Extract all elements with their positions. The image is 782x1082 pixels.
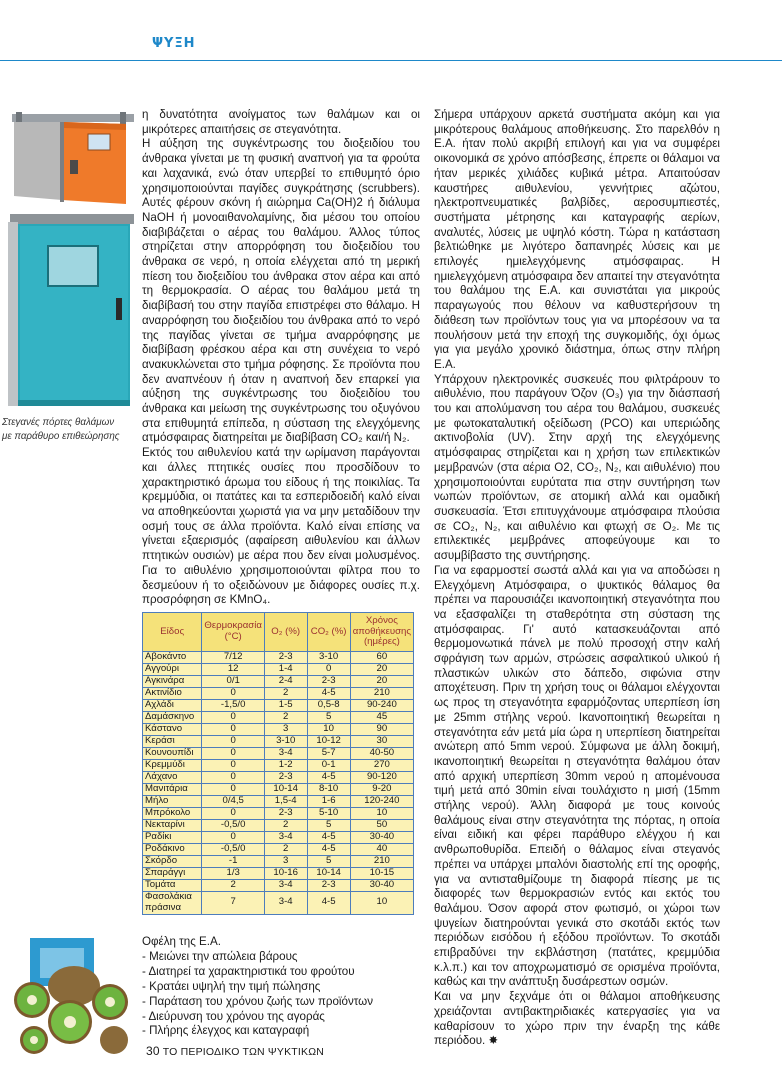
table-cell: 30-40 bbox=[350, 880, 413, 892]
table-cell: 0,5-8 bbox=[307, 700, 350, 712]
table-row bbox=[143, 664, 414, 676]
table-cell: 1-6 bbox=[307, 796, 350, 808]
table-cell: Σκόρδο bbox=[143, 856, 202, 868]
paragraph: Η αύξηση της συγκέντρωσης του διοξειδίου του άνθρακα γίνεται με τη φυσική αναπνοή για τα φρούτα και λαχανικά, ενώ όταν υπερβεί το επιθυμητό όριο χρησιμοποιούνται παγίδες συγκράτησης (scrubbers). Αυτές φέρουν σκόνη ή αιώρημα Ca(OH)2 ή διάλυμα NaOH ή μονοαιθανολαμίνης, δια μέσου του οποίου διαβιβάζεται ο αέρας του θαλάμου. Άλλος τύπος στηρίζεται στην απορρόφηση του διοξειδίου του άνθρακα σε νερό, η οποία ελέγχεται από τη μερική πίεση του διοξειδίου του άνθρακα στον αέρα και από τη θερμοκρασία. Ο αέρας του θαλάμου μετά τη διαβίβασή του στην παγίδα επιστρέφει στο θάλαμο. Η αναρρόφηση του διοξειδίου του άνθρακα από το νερό της παγίδας γίνεται σε τμήμα αναρρόφησης με διαβίβαση φρέσκου αέρα και στη συνέχεια το νερό ανακυκλώνεται στο τμήμα ρόφησης. Σε προϊόντα που δεν αναπνέουν ή όταν η αναπνοή δεν επαρκεί για αύξηση της συγκέντρωσης του διοξειδίου του άνθρακα και μείωση της συγκέντρωσης του οξυγόνου στα επιθυμητά επίπεδα, η σύσταση της ελεγχόμενης ατμόσφαιρας διατηρείται με διαβίβαση CO₂ και/ή N₂. bbox=[142, 137, 420, 445]
table-cell: 10-14 bbox=[264, 784, 307, 796]
table-cell: Αχλάδι bbox=[143, 700, 202, 712]
table-cell: 1/3 bbox=[202, 868, 264, 880]
table-cell: 2 bbox=[202, 880, 264, 892]
table-cell: 4-5 bbox=[307, 772, 350, 784]
table-cell: 5 bbox=[307, 856, 350, 868]
table-cell: Κρεμμύδι bbox=[143, 760, 202, 772]
table-row bbox=[143, 712, 414, 724]
table-cell: 210 bbox=[350, 856, 413, 868]
table-row bbox=[143, 832, 414, 844]
paragraph: Και να μην ξεχνάμε ότι οι θάλαμοι αποθήκευσης χρειάζονται αντιβακτηριδιακές κατεργασίες για να καθαρίσουν το χώρο πριν την έναρξη της κάθε περιόδου. ✸ bbox=[434, 990, 720, 1048]
table-cell: Αγγούρι bbox=[143, 664, 202, 676]
table-cell: 3 bbox=[264, 724, 307, 736]
table-row bbox=[143, 856, 414, 868]
table-cell: 5 bbox=[307, 712, 350, 724]
table-row bbox=[143, 892, 414, 915]
teal-door-photo bbox=[6, 208, 136, 408]
table-cell: 1-4 bbox=[264, 664, 307, 676]
table-cell: Λάχανο bbox=[143, 772, 202, 784]
table-cell: 0-1 bbox=[307, 760, 350, 772]
benefits-box bbox=[142, 935, 420, 1039]
table-cell: 12 bbox=[202, 664, 264, 676]
table-cell: 4-5 bbox=[307, 832, 350, 844]
table-row bbox=[143, 748, 414, 760]
paragraph: Σήμερα υπάρχουν αρκετά συστήματα ακόμη και για μικρότερους θαλάμους αποθήκευσης. Στο παρελθόν η Ε.Α. ήταν πολύ ακριβή επιλογή και για να συμφέρει οικονομικά σε χρόνο απόσβεσης, έπρεπε οι θάλαμοι να ήταν μερικές χιλιάδες κυβικά μέτρα. Απαιτούσαν καυστήρες αιθυλενίου, γεννήτριες αζώτου, ηλεκτροπνευματικές βαλβίδες, αεροσυμπιεστές, συστήματα μέτρησης και καταγραφής αερίων, αναλυτές, λύσεις με υψηλό κόστη. Τώρα η κατάσταση βελτιώθηκε με λιγότερο δαπανηρές λύσεις και με επιλογές ημιελεγχόμενης ατμόσφαιρας. Η ημιελεγχόμενη ατμόσφαιρα δεν απαιτεί την στεγανότητα του θαλάμου της Ε.Α. και συνιστάται για μικρούς παραγωγούς που θέλουν να καθυστερήσουν τη διάθεση των προϊόντων τους για να μπορέσουν να τα πουλήσουν μετά την εποχή της συγκομιδής, όχι όμως για για μεγάλο χρονικό διάστημα, όπως στην πλήρη Ε.Α. bbox=[434, 108, 720, 371]
table-cell: 9-20 bbox=[350, 784, 413, 796]
table-cell: 2-3 bbox=[307, 676, 350, 688]
table-row bbox=[143, 868, 414, 880]
orange-door-photo bbox=[6, 100, 136, 208]
table-cell: 0 bbox=[202, 808, 264, 820]
table-cell: Δαμάσκηνο bbox=[143, 712, 202, 724]
left-text-column bbox=[142, 108, 420, 608]
table-row bbox=[143, 676, 414, 688]
table-cell: Μπρόκολο bbox=[143, 808, 202, 820]
table-header-cell: Θερμοκρασία (°C) bbox=[202, 613, 264, 652]
section-header: ΨΥΞΗ bbox=[152, 36, 196, 51]
benefit-item: - Πλήρης έλεγχος και καταγραφή bbox=[142, 1024, 310, 1038]
table-cell: 1,5-4 bbox=[264, 796, 307, 808]
table-cell: -1,5/0 bbox=[202, 700, 264, 712]
table-row bbox=[143, 736, 414, 748]
table-cell: 0 bbox=[307, 664, 350, 676]
table-row bbox=[143, 700, 414, 712]
table-row bbox=[143, 880, 414, 892]
table-cell: 4-5 bbox=[307, 688, 350, 700]
table-cell: Ραδίκι bbox=[143, 832, 202, 844]
table-cell: 2 bbox=[264, 712, 307, 724]
table-cell: 2 bbox=[264, 844, 307, 856]
table-cell: 8-10 bbox=[307, 784, 350, 796]
benefit-item: - Διατηρεί τα χαρακτηριστικά του φρούτου bbox=[142, 964, 355, 978]
table-cell: 90 bbox=[350, 724, 413, 736]
benefit-item: - Διεύρυνση του χρόνου της αγοράς bbox=[142, 1009, 325, 1023]
table-row bbox=[143, 808, 414, 820]
table-row bbox=[143, 688, 414, 700]
table-cell: 0 bbox=[202, 772, 264, 784]
paragraph: η δυνατότητα ανοίγματος των θαλάμων και οι μικρότερες απαιτήσεις σε στεγανότητα. bbox=[142, 108, 420, 136]
photo-caption: Στεγανές πόρτες θαλάμων με παράθυρο επιθεώρησης bbox=[2, 417, 120, 442]
table-row bbox=[143, 844, 414, 856]
table-cell: 30 bbox=[350, 736, 413, 748]
table-cell: Φασολάκια πράσινα bbox=[143, 892, 202, 915]
table-cell: -0,5/0 bbox=[202, 820, 264, 832]
benefits-title: Οφέλη της Ε.Α. bbox=[142, 935, 221, 948]
table-cell: 3-4 bbox=[264, 832, 307, 844]
table-cell: 50 bbox=[350, 820, 413, 832]
table-cell: 2-3 bbox=[264, 652, 307, 664]
table-cell: 2-3 bbox=[307, 880, 350, 892]
table-cell: 90-120 bbox=[350, 772, 413, 784]
table-cell: 10-16 bbox=[264, 868, 307, 880]
table-cell: 40 bbox=[350, 844, 413, 856]
paragraph: Υπάρχουν ηλεκτρονικές συσκευές που φιλτράρουν το αιθυλένιο, που παράγουν Όζον (O₃) για την διάσπασή του και απολύμανση του αέρα του θαλάμου, συσκευές με φωτοκαταλυτική οξείδωση (PCO) και υπεριώδης ακτινοβολία (UV). Στην αρχή της ελεγχόμενης ατμόσφαιρας στηρίζεται και η χρήση των επιλεκτικών μεμβρανών (στα αέρια O2, CO₂, N₂, και αιθυλένιο) που χρησιμοποιούνται ευρύτατα πια στην συντήρηση των νωπών προϊόντων, σε ατομική αλλά και ομαδική συσκευασία. Έτσι επιτυγχάνουμε ατμόσφαιρα πλούσια σε CO₂, N₂, και αιθυλένιο και φτωχή σε O₂. Με τις επιλεκτικές μεμβράνες αποφεύγουμε και το ασυμβίβαστο της συντήρησης. bbox=[434, 372, 720, 563]
table-cell: Ακτινίδιο bbox=[143, 688, 202, 700]
table-cell: 10 bbox=[350, 892, 413, 915]
kiwi-photo bbox=[10, 936, 134, 1056]
publication-name: ΤΟ ΠΕΡΙΟΔΙΚΟ ΤΩΝ ΨΥΚΤΙΚΩΝ bbox=[162, 1046, 325, 1058]
table-cell: 1-2 bbox=[264, 760, 307, 772]
table-cell: 120-240 bbox=[350, 796, 413, 808]
page-footer bbox=[146, 1044, 324, 1058]
table-row bbox=[143, 724, 414, 736]
table-cell: 40-50 bbox=[350, 748, 413, 760]
table-cell: 0/1 bbox=[202, 676, 264, 688]
table-cell: 0 bbox=[202, 688, 264, 700]
table-cell: 90-240 bbox=[350, 700, 413, 712]
table-header-cell: Χρόνος αποθήκευσης (ημέρες) bbox=[350, 613, 413, 652]
table-cell: 3-4 bbox=[264, 892, 307, 915]
table-cell: 45 bbox=[350, 712, 413, 724]
table-cell: 2 bbox=[264, 688, 307, 700]
benefit-item: - Κρατάει υψηλή την τιμή πώλησης bbox=[142, 979, 321, 993]
table-cell: Αβοκάντο bbox=[143, 652, 202, 664]
table-header-cell: Είδος bbox=[143, 613, 202, 652]
table-cell: -0,5/0 bbox=[202, 844, 264, 856]
table-cell: 1-5 bbox=[264, 700, 307, 712]
table-cell: 2-3 bbox=[264, 772, 307, 784]
table-cell: 5-10 bbox=[307, 808, 350, 820]
benefit-item: - Παράταση του χρόνου ζωής των προϊόντων bbox=[142, 994, 374, 1008]
table-cell: 60 bbox=[350, 652, 413, 664]
table-cell: 0 bbox=[202, 748, 264, 760]
table-row bbox=[143, 784, 414, 796]
table-header-row bbox=[143, 613, 414, 652]
paragraph: Εκτός του αιθυλενίου κατά την ωρίμανση παράγονται και άλλες πτητικές ουσίες που προσδίδουν το χαρακτηριστικό άρωμα του είδους ή της ποικιλίας. Τα κρεμμύδια, οι πατάτες και τα εσπεριδοειδή καλό είναι να αποθηκεύονται χωριστά για να μην μεταδίδουν την οσμή τους σε άλλα προϊόντα. Καλό είναι επίσης να γίνεται εξαερισμός (αφαίρεση αιθυλενίου και άλλων πτητικών ουσιών) με αέρα που δεν είναι μολυσμένος. Για το αιθυλένιο χρησιμοποιούνται φίλτρα που το δεσμεύουν ή το οξειδώνουν με διάφορες ουσίες π.χ. προσρόφηση σε KMnO₄. bbox=[142, 446, 420, 607]
table-cell: Μήλο bbox=[143, 796, 202, 808]
page-number: 30 bbox=[146, 1044, 160, 1058]
table-row bbox=[143, 652, 414, 664]
table-cell: 7 bbox=[202, 892, 264, 915]
table-cell: Ροδάκινο bbox=[143, 844, 202, 856]
table-cell: 4-5 bbox=[307, 844, 350, 856]
table-cell: Κάστανο bbox=[143, 724, 202, 736]
table-cell: Αγκινάρα bbox=[143, 676, 202, 688]
table-cell: Κουνουπίδι bbox=[143, 748, 202, 760]
table-cell: Νεκταρίνι bbox=[143, 820, 202, 832]
table-cell: Τομάτα bbox=[143, 880, 202, 892]
table-cell: Κεράσι bbox=[143, 736, 202, 748]
table-cell: 3-10 bbox=[264, 736, 307, 748]
table-cell: 2-3 bbox=[264, 808, 307, 820]
table-row bbox=[143, 772, 414, 784]
paragraph: Για να εφαρμοστεί σωστά αλλά και για να αποδώσει η Ελεγχόμενη Ατμόσφαιρα, ο ψυκτικός θάλαμος θα πρέπει να παρουσιάζει ικανοποιητική στεγανότητα που να εξασφαλίζει τη σταθερότητα στη σύσταση της ατμόσφαιρας. Γι' αυτό κατασκευάζονται από θερμομονωτικά πάνελ με πολύ προσοχή στην καλή σφράγιση των αρμών, στρώσεις ασφαλτικού υλικού ή πλαστικών υλικών στο δάπεδο, σιφώνια στην αποχέτευση. Πριν τη χρήση τους οι θάλαμοι ελέγχονται ως προς τη στεγανότητα εφαρμόζοντας υπερπίεση ίση με 25mm στήλης νερού. Ικανοποιητική θεωρείται η στεγανότητα εάν μετά μία ώρα η υπερπίεση διατηρείται ανώτερη από 5mm νερού. Σύμφωνα με άλλη δοκιμή, ικανοποιητική θεωρείται η στεγανότητα θαλάμου όταν από αρχική υπερπίεση 30mm νερού η απομένουσα τιμή μετά από 30min είναι τουλάχιστο η μισή (15mm στήλης νερού). Άλλη διαφορά με τους κοινούς θαλάμους είναι στην στεγανότητα της πόρτας, η οποία είναι ειδική και φέρει παράθυρο ελέγχου ή και ανθρωποθυρίδα. Επειδή ο θάλαμος είναι στεγανός πρέπει να υπάρχει μπαλόνι διαστολής επί της οροφής, για να αντισταθμίζουμε τη διαφορά πίεσης με τις διαφορές των θερμοκρασιών εντός και εκτός του θαλάμου. Όσον αφορά στον φωτισμό, οι χώροι των ψυγείων διατηρούνται γενικά στο σκοτάδι εκτός των περιόδων εισόδου ή εξόδου προϊόντων. Το σκοτάδι επιβραδύνει την εκβλάστηση (πατάτες, κρεμμύδια κ.λ.π.) και τον αποχρωματισμό σε ορισμένα προϊόντα, καθώς και την ανάπτυξη δυσάρεστων οσμών. bbox=[434, 563, 720, 989]
table-cell: 2 bbox=[264, 820, 307, 832]
table-cell: 0 bbox=[202, 832, 264, 844]
table-cell: -1 bbox=[202, 856, 264, 868]
table-cell: Μανιτάρια bbox=[143, 784, 202, 796]
table-cell: Σπαράγγι bbox=[143, 868, 202, 880]
table-header-cell: CO₂ (%) bbox=[307, 613, 350, 652]
table-cell: 10-14 bbox=[307, 868, 350, 880]
right-text-column bbox=[434, 108, 720, 1049]
table-cell: 20 bbox=[350, 676, 413, 688]
table-cell: 30-40 bbox=[350, 832, 413, 844]
table-cell: 5 bbox=[307, 820, 350, 832]
table-cell: 210 bbox=[350, 688, 413, 700]
table-cell: 270 bbox=[350, 760, 413, 772]
table-cell: 0 bbox=[202, 784, 264, 796]
table-cell: 10-12 bbox=[307, 736, 350, 748]
table-row bbox=[143, 760, 414, 772]
table-row bbox=[143, 820, 414, 832]
table-cell: 0 bbox=[202, 712, 264, 724]
storage-conditions-table bbox=[142, 612, 414, 915]
benefit-item: - Μειώνει την απώλεια βάρους bbox=[142, 949, 298, 963]
table-cell: 10 bbox=[350, 808, 413, 820]
table-cell: 3-4 bbox=[264, 748, 307, 760]
table-header-cell: O₂ (%) bbox=[264, 613, 307, 652]
table-cell: 3 bbox=[264, 856, 307, 868]
table-cell: 10-15 bbox=[350, 868, 413, 880]
table-cell: 0 bbox=[202, 760, 264, 772]
table-cell: 4-5 bbox=[307, 892, 350, 915]
table-cell: 10 bbox=[307, 724, 350, 736]
table-cell: 0/4,5 bbox=[202, 796, 264, 808]
header-rule bbox=[0, 60, 782, 61]
table-cell: 0 bbox=[202, 736, 264, 748]
table-cell: 3-4 bbox=[264, 880, 307, 892]
table-row bbox=[143, 796, 414, 808]
table-cell: 20 bbox=[350, 664, 413, 676]
table-cell: 2-4 bbox=[264, 676, 307, 688]
table-cell: 7/12 bbox=[202, 652, 264, 664]
table-cell: 0 bbox=[202, 724, 264, 736]
table-cell: 3-10 bbox=[307, 652, 350, 664]
table-cell: 5-7 bbox=[307, 748, 350, 760]
